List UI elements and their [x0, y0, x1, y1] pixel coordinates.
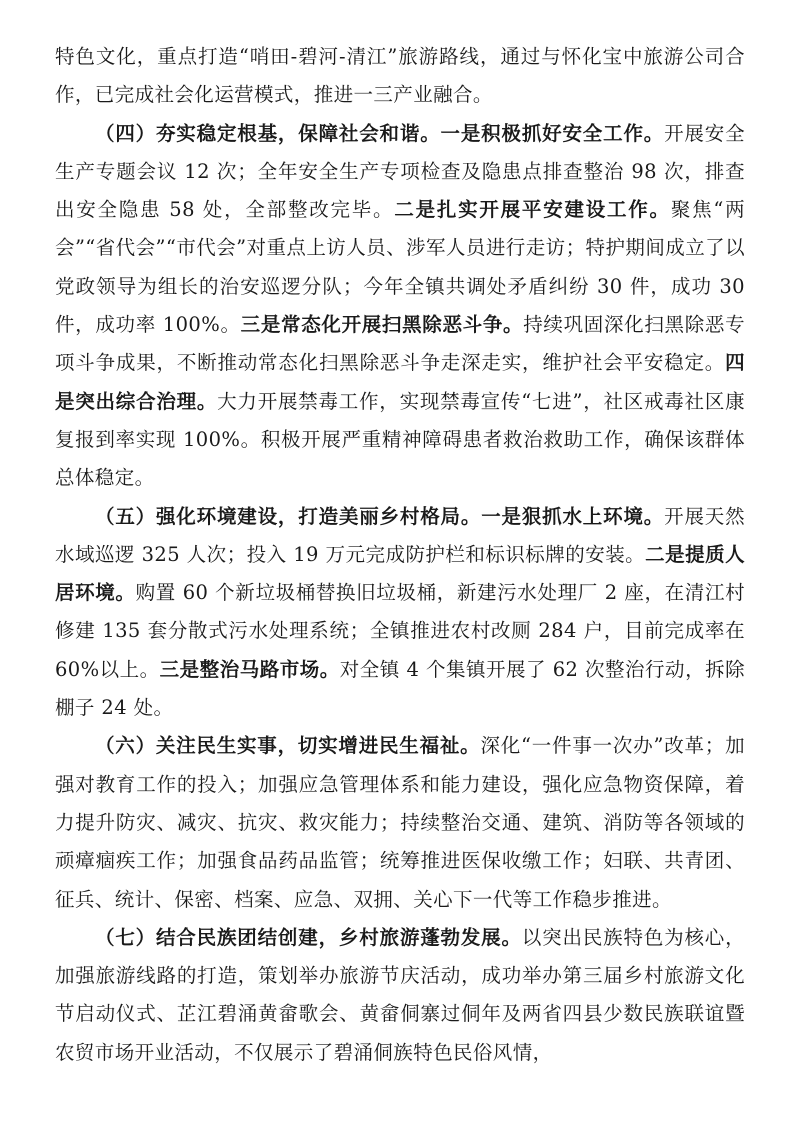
paragraph-text: 大力开展禁毒工作，实现禁毒宣传“七进”，社区戒毒社区康复报到率实现 100%。积极开展严重精神障碍患者救治救助工作，确保该群体总体稳定。	[55, 389, 745, 490]
paragraph-text: 对全镇 4 个集镇开展了 62 次整治行动，拆除棚子 24 处。	[55, 657, 745, 720]
paragraph-intro-continued	[55, 38, 745, 115]
subpoint-heading: 一是积极抓好安全工作。	[440, 121, 665, 145]
subpoint-heading: 三是整治马路市场。	[159, 657, 340, 681]
paragraph-section-7-tourism	[55, 919, 745, 1072]
paragraph-section-5-environment	[55, 498, 745, 728]
paragraph-section-6-livelihood	[55, 727, 745, 918]
paragraph-text: 持续巩固深化扫黑除恶专项斗争成果，不断推动常态化扫黑除恶斗争走深走实，维护社会平安稳定。	[55, 313, 745, 375]
section-heading: （五）强化环境建设，打造美丽乡村格局。	[95, 504, 482, 528]
paragraph-text: 聚焦“两会”“省代会”“市代会”对重点上访人员、涉军人员进行走访；特护期间成立了以党政领导为组长的治安巡逻分队；今年全镇共调处矛盾纠纷 30 件，成功 30 件，成功率 100%。	[55, 198, 745, 337]
paragraph-section-4-stability	[55, 115, 745, 498]
document-page	[55, 38, 745, 1072]
paragraph-text: 开展安全生产专题会议 12 次；全年安全生产专项检查及隐患点排查整治 98 次，排查出安全隐患 58 处，全部整改完毕。	[55, 121, 745, 222]
paragraph-text: 深化“一件事一次办”改革；加强对教育工作的投入；加强应急管理体系和能力建设，强化应急物资保障，着力提升防灾、减灾、抗灾、救灾能力；持续整治交通、建筑、消防等各领域的顽瘴痼疾工作；加强食品药品监管；统筹推进医保收缴工作；妇联、共青团、征兵、统计、保密、档案、应急、双拥、关心下一代等工作稳步推进。	[55, 734, 745, 911]
paragraph-text: 开展天然水域巡逻 325 人次；投入 19 万元完成防护栏和标识标牌的安装。	[55, 504, 745, 566]
paragraph-text: 特色文化，重点打造“哨田-碧河-清江”旅游路线，通过与怀化宝中旅游公司合作，已完成社会化运营模式，推进一三产业融合。	[55, 45, 745, 107]
section-heading: （四）夯实稳定根基，保障社会和谐。	[95, 121, 441, 145]
subpoint-heading: 四是突出综合治理。	[55, 351, 745, 413]
subpoint-heading: 一是狠抓水上环境。	[481, 504, 665, 528]
paragraph-text: 购置 60 个新垃圾桶替换旧垃圾桶，新建污水处理厂 2 座，在清江村修建 135 套分散式污水处理系统；全镇推进农村改厕 284 户，目前完成率在 60%以上。	[55, 581, 745, 681]
subpoint-heading: 三是常态化开展扫黑除恶斗争。	[240, 313, 524, 337]
subpoint-heading: 二是提质人居环境。	[55, 542, 745, 605]
section-heading: （六）关注民生实事，切实增进民生福祉。	[95, 734, 481, 758]
section-heading: （七）结合民族团结创建，乡村旅游蓬勃发展。	[95, 925, 522, 949]
paragraph-text: 以突出民族特色为核心，加强旅游线路的打造，策划举办旅游节庆活动，成功举办第三届乡村旅游文化节启动仪式、芷江碧涌黄畲歌会、黄畲侗寨过侗年及两省四县少数民族联谊暨农贸市场开业活动，不仅展示了碧涌侗族特色民俗风情，	[55, 925, 745, 1064]
subpoint-heading: 二是扎实开展平安建设工作。	[394, 198, 671, 222]
